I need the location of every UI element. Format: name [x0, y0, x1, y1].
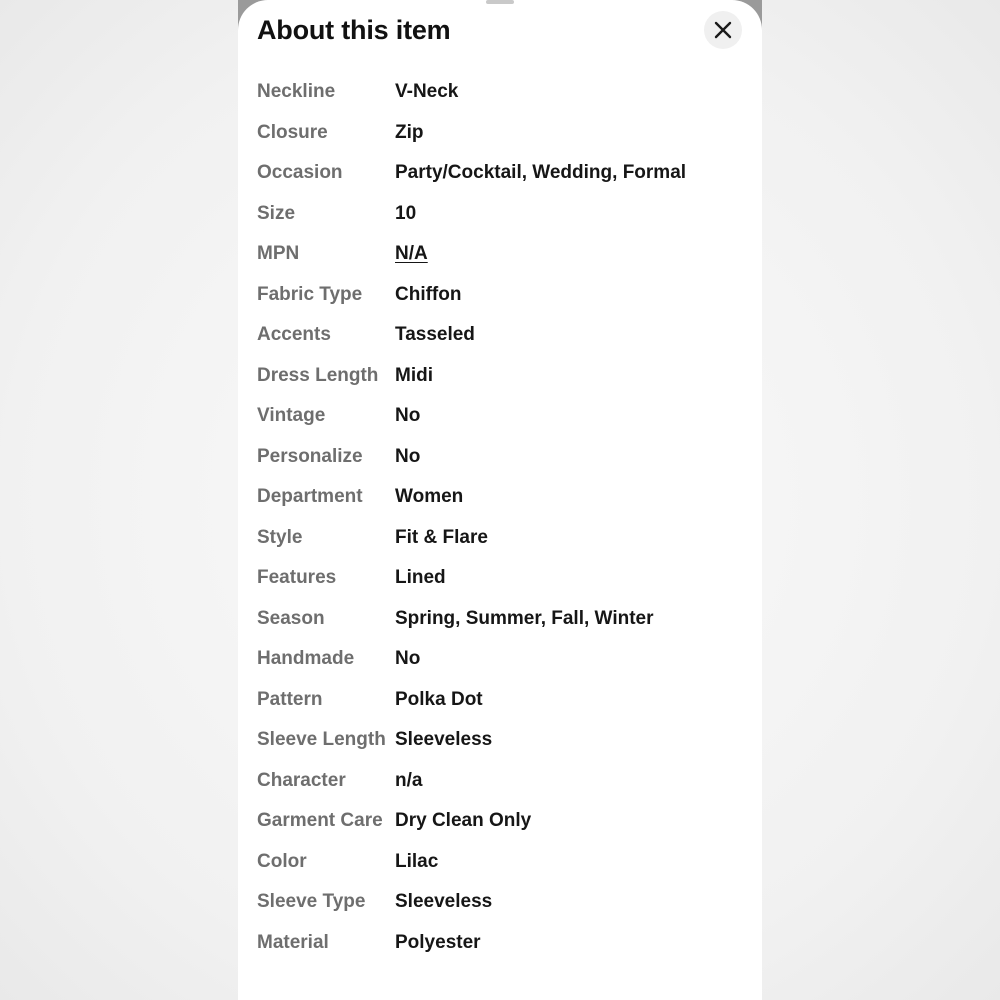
- spec-label: Vintage: [257, 405, 326, 427]
- close-icon: [704, 11, 742, 49]
- sheet-title: About this item: [257, 15, 451, 45]
- spec-row: [257, 113, 747, 154]
- spec-label: Fabric Type: [257, 283, 363, 305]
- spec-row: [257, 477, 747, 518]
- about-item-sheet: [238, 0, 762, 1000]
- spec-value: Sleeveless: [395, 891, 493, 913]
- spec-row: [257, 761, 747, 802]
- spec-label: Department: [257, 486, 363, 508]
- drag-handle[interactable]: [486, 0, 514, 4]
- spec-row: [257, 639, 747, 680]
- spec-value: Fit & Flare: [395, 526, 488, 548]
- spec-value: Lilac: [395, 850, 439, 872]
- spec-row: [257, 680, 747, 721]
- spec-label: Sleeve Length: [257, 729, 386, 751]
- spec-value: Chiffon: [395, 283, 462, 305]
- spec-label: Neckline: [257, 81, 336, 103]
- spec-label: Handmade: [257, 648, 355, 670]
- spec-label: Season: [257, 607, 325, 629]
- spec-label: Occasion: [257, 162, 343, 184]
- spec-row: [257, 356, 747, 397]
- spec-row: [257, 72, 747, 113]
- spec-value: Polka Dot: [395, 688, 483, 710]
- spec-value: V-Neck: [395, 81, 459, 103]
- spec-label: Color: [257, 850, 307, 872]
- spec-value: Midi: [395, 364, 433, 386]
- spec-label: Size: [257, 202, 296, 224]
- spec-row: [257, 801, 747, 842]
- spec-row: [257, 275, 747, 316]
- spec-value: Party/Cocktail, Wedding, Formal: [395, 162, 687, 184]
- spec-label: Garment Care: [257, 810, 383, 832]
- spec-value: Tasseled: [395, 324, 475, 346]
- spec-value: Zip: [395, 121, 424, 143]
- spec-label: Closure: [257, 121, 328, 143]
- spec-label: Character: [257, 769, 346, 791]
- spec-value: Spring, Summer, Fall, Winter: [395, 607, 654, 629]
- spec-value: Sleeveless: [395, 729, 493, 751]
- item-specifics-list: [257, 72, 747, 963]
- spec-label: MPN: [257, 243, 300, 265]
- spec-row: [257, 315, 747, 356]
- spec-row: [257, 437, 747, 478]
- spec-row: [257, 194, 747, 235]
- spec-value: Women: [395, 486, 464, 508]
- close-button[interactable]: [704, 11, 742, 49]
- spec-row: [257, 558, 747, 599]
- spec-label: Dress Length: [257, 364, 379, 386]
- spec-row: [257, 923, 747, 964]
- spec-label: Features: [257, 567, 337, 589]
- spec-row: [257, 599, 747, 640]
- spec-row: [257, 396, 747, 437]
- spec-label: Material: [257, 931, 329, 953]
- spec-value: No: [395, 405, 421, 427]
- spec-row: [257, 234, 747, 275]
- spec-row: [257, 842, 747, 883]
- spec-label: Accents: [257, 324, 331, 346]
- spec-value: Dry Clean Only: [395, 810, 532, 832]
- spec-value: Lined: [395, 567, 446, 589]
- spec-row: [257, 153, 747, 194]
- spec-row: [257, 518, 747, 559]
- spec-label: Personalize: [257, 445, 363, 467]
- spec-label: Pattern: [257, 688, 323, 710]
- spec-value: No: [395, 445, 421, 467]
- spec-value: No: [395, 648, 421, 670]
- spec-row: [257, 720, 747, 761]
- spec-row: [257, 882, 747, 923]
- spec-label: Sleeve Type: [257, 891, 366, 913]
- spec-value: Polyester: [395, 931, 481, 953]
- spec-value: n/a: [395, 769, 423, 791]
- spec-value-link[interactable]: N/A: [395, 243, 428, 265]
- spec-value: 10: [395, 202, 417, 224]
- spec-label: Style: [257, 526, 303, 548]
